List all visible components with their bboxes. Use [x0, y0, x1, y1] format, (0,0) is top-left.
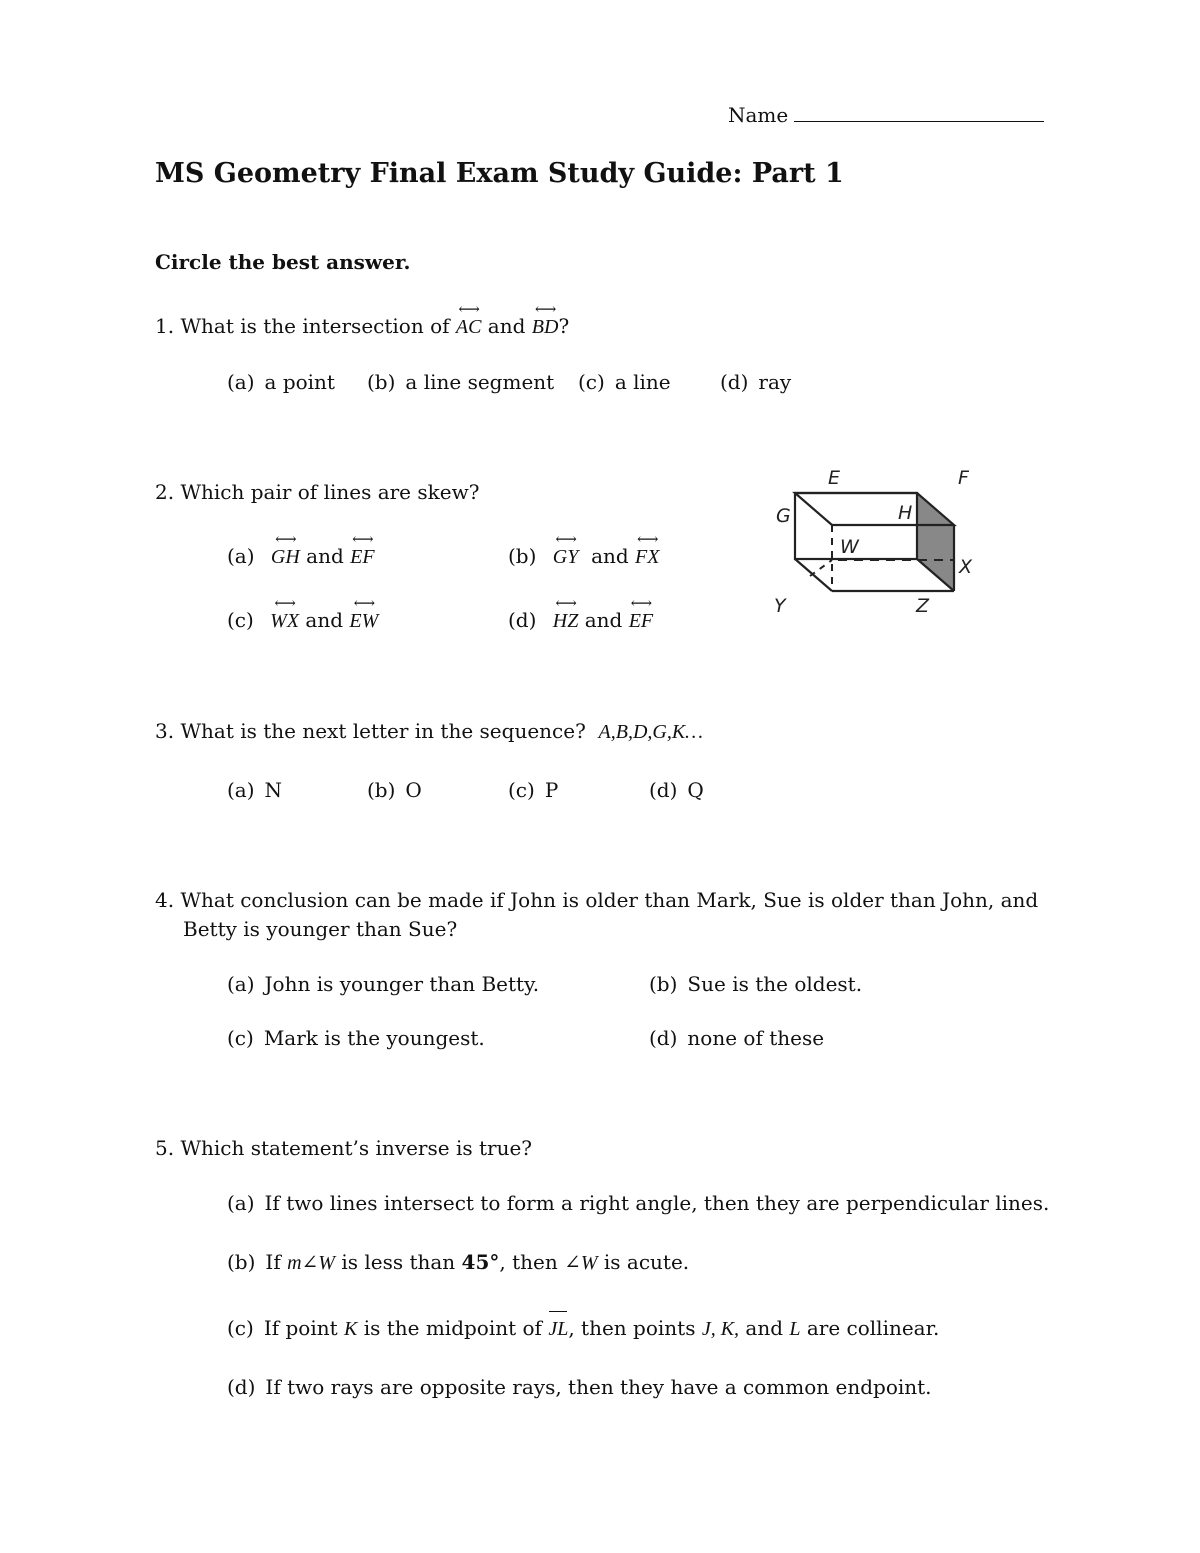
q4-option-c[interactable]: (c) Mark is the youngest. [227, 1026, 485, 1050]
q1-option-b[interactable]: (b) a line segment [367, 370, 555, 394]
q2-option-d[interactable]: (d) ⟷ HZ and ⟷ EF [508, 596, 654, 632]
line-arrow-icon: ⟷ [630, 596, 652, 612]
q4-option-a[interactable]: (a) John is younger than Betty. [227, 972, 540, 996]
page-title: MS Geometry Final Exam Study Guide: Part 1 [155, 158, 844, 189]
question-text-line-2: Betty is younger than Sue? [183, 917, 458, 941]
q5-option-c[interactable]: (c) If point K is the midpoint of JL, then points J, K, and L are collinear. [227, 1315, 939, 1342]
q5-option-a[interactable]: (a) If two lines intersect to form a right angle, then they are perpendicular lines. [227, 1191, 1050, 1215]
line-arrow-icon: ⟷ [352, 532, 373, 548]
line-ac: ⟷ AC [455, 302, 482, 338]
q3-option-d[interactable]: (d) Q [649, 778, 704, 802]
question-2 [155, 479, 479, 505]
question-number: 3. [155, 719, 175, 743]
name-label: Name [728, 103, 789, 127]
label-y: Y [774, 595, 786, 617]
question-mark: ? [558, 314, 570, 338]
q3-option-a[interactable]: (a) N [227, 778, 283, 802]
rectangular-prism-figure [760, 460, 990, 620]
q1-option-c[interactable]: (c) a line [578, 370, 671, 394]
label-w: W [840, 536, 859, 558]
question-5 [155, 1135, 532, 1161]
q4-option-d[interactable]: (d) none of these [649, 1026, 825, 1050]
q4-option-b[interactable]: (b) Sue is the oldest. [649, 972, 863, 996]
question-text: What is the next letter in the sequence? [180, 719, 586, 743]
line-arrow-icon: ⟷ [458, 302, 479, 318]
label-h: H [898, 502, 913, 524]
question-number: 4. [155, 888, 175, 912]
letter-sequence: A,B,D,G,K… [598, 721, 703, 743]
question-3 [155, 718, 703, 745]
q2-option-c[interactable]: (c) ⟷ WX and ⟷ EW [227, 596, 379, 632]
line-arrow-icon: ⟷ [637, 532, 658, 548]
q5-option-b[interactable]: (b) If m∠W is less than 45°, then ∠W is acute. [227, 1250, 690, 1274]
and-word: and [487, 314, 526, 338]
name-blank-line[interactable] [794, 103, 1044, 122]
q5-option-d[interactable]: (d) If two rays are opposite rays, then they have a common endpoint. [227, 1375, 932, 1399]
q2-option-a[interactable]: (a) ⟷ GH and ⟷ EF [227, 532, 375, 568]
question-text: Which pair of lines are skew? [180, 480, 480, 504]
label-z: Z [916, 595, 930, 617]
line-arrow-icon: ⟷ [555, 532, 576, 548]
q2-option-b[interactable]: (b) ⟷ GY and ⟷ FX [508, 532, 660, 568]
q1-option-a[interactable]: (a) a point [227, 370, 335, 394]
question-text: Which statement’s inverse is true? [180, 1136, 533, 1160]
line-arrow-icon: ⟷ [534, 302, 556, 318]
label-x: X [959, 556, 973, 578]
question-text: What is the intersection of [180, 314, 450, 338]
instructions: Circle the best answer. [155, 250, 411, 274]
q1-option-d[interactable]: (d) ray [720, 370, 792, 394]
line-arrow-icon: ⟷ [353, 596, 375, 612]
line-arrow-icon: ⟷ [275, 532, 296, 548]
question-number: 1. [155, 314, 175, 338]
name-field[interactable] [728, 102, 1044, 128]
q3-option-c[interactable]: (c) P [508, 778, 559, 802]
question-text-line-1: What conclusion can be made if John is older than Mark, Sue is older than John, and [180, 888, 1039, 912]
segment-jl: JL [548, 1316, 568, 1342]
question-1 [155, 302, 570, 340]
label-f: F [958, 467, 969, 489]
line-arrow-icon: ⟷ [555, 596, 576, 612]
question-4 [155, 887, 1038, 913]
q3-option-b[interactable]: (b) O [367, 778, 422, 802]
line-bd: ⟷ BD [531, 302, 559, 338]
question-number: 5. [155, 1136, 175, 1160]
label-g: G [776, 505, 791, 527]
line-arrow-icon: ⟷ [274, 596, 295, 612]
label-e: E [828, 467, 841, 489]
question-number: 2. [155, 480, 175, 504]
